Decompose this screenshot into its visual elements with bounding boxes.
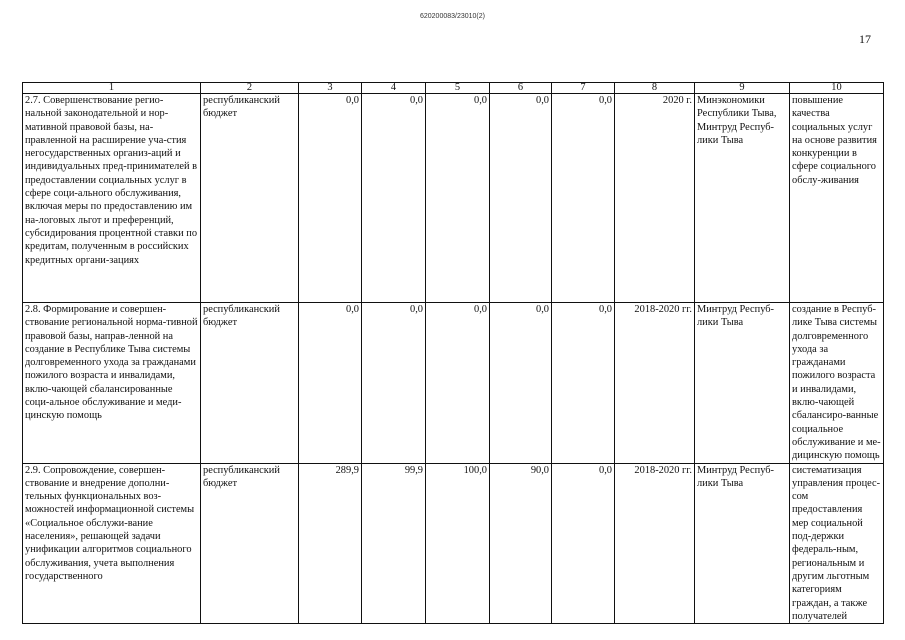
table-row [23,94,884,303]
funding-source-cell: республиканский бюджет [201,94,299,303]
program-measures-table [22,82,884,624]
executor-cell: Минтруд Респуб-лики Тыва [695,463,790,624]
page-number: 17 [859,32,871,46]
amount-cell: 0,0 [552,463,615,624]
header-cell: 3 [299,83,362,94]
amount-cell: 0,0 [299,303,362,464]
table-row [23,303,884,464]
amount-cell: 0,0 [552,94,615,303]
amount-cell: 0,0 [552,303,615,464]
amount-cell: 0,0 [426,94,490,303]
measure-cell: 2.9. Сопровождение, совершен-ствование и внедрение дополни-тельных функциональных воз-можностей информационной системы «Социальное обслужи-вание населения», решающей задачи унификации алгоритмов социального обслуживания, учета выполнения государственного [23,463,201,624]
header-cell: 4 [362,83,426,94]
amount-cell: 99,9 [362,463,426,624]
measure-cell: 2.7. Совершенствование регио-нальной законодательной и нор-мативной правовой базы, на-правленной на расширение уча-стия негосударственных организ-аций и индивидуальных пред-принимателей в предоставлении социальных услуг в сфере соци-ального обслуживания, включая меры по предоставлению им на-логовых льгот и преференций, субсидирования процентной ставки по кредитам, полученным в российских кредитных органи-зациях [23,94,201,303]
table-row [23,463,884,624]
executor-cell: Минэкономики Республики Тыва, Минтруд Респуб-лики Тыва [695,94,790,303]
amount-cell: 0,0 [362,303,426,464]
result-cell: создание в Респуб-лике Тыва системы долговременного ухода за гражданами пожилого возраста и инвалидами, вклю-чающей сбалансиро-ванные социальное обслуживание и ме-дицинскую помощь [790,303,884,464]
amount-cell: 90,0 [490,463,552,624]
measure-cell: 2.8. Формирование и совершен-ствование региональной норма-тивной правовой базы, направ-ленной на создание в Республике Тыва системы долговременного ухода за гражданами пожилого возраста и инвалидами, вклю-чающей сбалансированные соци-альное обслуживание и меди-цинскую помощь [23,303,201,464]
funding-source-cell: республиканский бюджет [201,303,299,464]
executor-cell: Минтруд Респуб-лики Тыва [695,303,790,464]
header-cell: 5 [426,83,490,94]
document-id: 620200083/23010(2) [419,13,485,20]
amount-cell: 0,0 [490,303,552,464]
header-cell: 8 [615,83,695,94]
amount-cell: 0,0 [362,94,426,303]
period-cell: 2018-2020 гг. [615,303,695,464]
header-cell: 9 [695,83,790,94]
header-cell: 10 [790,83,884,94]
amount-cell: 0,0 [490,94,552,303]
result-cell: повышение качества социальных услуг на основе развития конкуренции в сфере социального обслу-живания [790,94,884,303]
amount-cell: 0,0 [299,94,362,303]
header-cell: 2 [201,83,299,94]
amount-cell: 0,0 [426,303,490,464]
period-cell: 2020 г. [615,94,695,303]
header-cell: 7 [552,83,615,94]
amount-cell: 289,9 [299,463,362,624]
funding-source-cell: республиканский бюджет [201,463,299,624]
header-row [23,83,884,94]
header-cell: 1 [23,83,201,94]
amount-cell: 100,0 [426,463,490,624]
header-cell: 6 [490,83,552,94]
result-cell: систематизация управления процес-сом предоставления мер социальной под-держки федераль-ным, региональным и другим льготным категориям граждан, а также получателей [790,463,884,624]
period-cell: 2018-2020 гг. [615,463,695,624]
